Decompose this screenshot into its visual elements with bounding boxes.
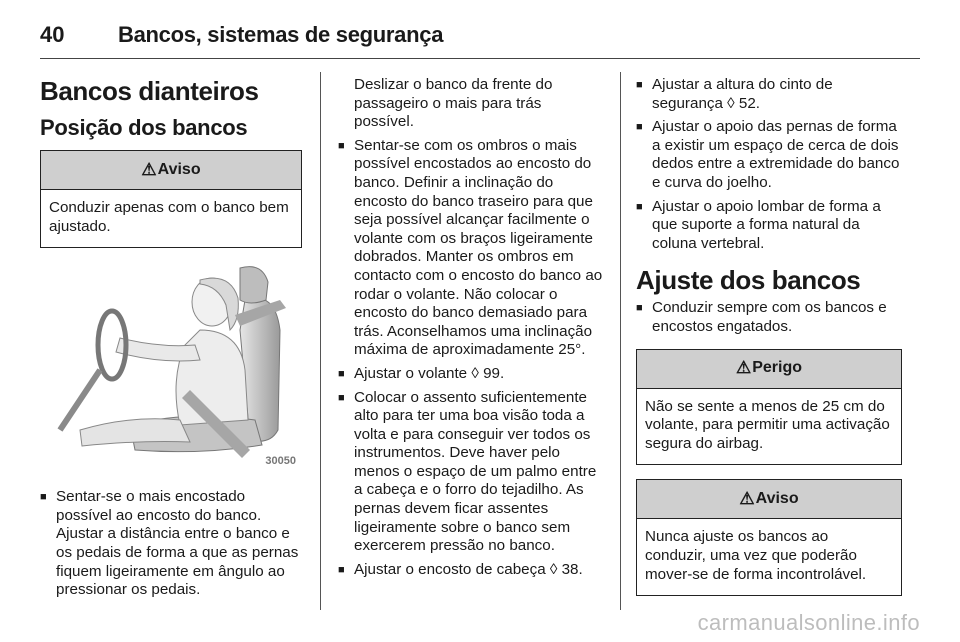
- watermark: carmanualsonline.info: [697, 610, 920, 635]
- list-item: ■ Sentar-se com os ombros o mais possível encostados ao encosto do banco. Definir a inclinação do encosto do banco traseiro para que seja possível alcançar facilmente o volante com os braços ligeiramente dobrados. Manter os ombros em contacto com o encosto do banco ao rodar o volante. Não colocar o encosto do banco demasiado para trás. Aconselhamos uma inclinação máxima de aproximadamente 25°.: [338, 137, 604, 360]
- aviso-box-title: Aviso: [157, 160, 201, 178]
- page-header: [40, 18, 920, 58]
- header-rule: [40, 58, 920, 59]
- perigo-box-text: Não se sente a menos de 25 cm do volante, para permitir uma activação segura do airbag.: [645, 397, 890, 452]
- column-divider: [620, 72, 621, 610]
- perigo-box-header: [637, 350, 901, 389]
- aviso-box: [636, 479, 902, 596]
- list-item: ■ Sentar-se o mais encostado possível ao encosto do banco. Ajustar a distância entre o banco e os pedais de forma a que as pernas fiquem ligeiramente em ângulo ao pressionar os pedais.: [40, 488, 302, 600]
- aviso-box-header: [41, 151, 301, 190]
- list-item: ■ Conduzir sempre com os bancos e encostos engatados.: [636, 299, 902, 336]
- subsection-heading: Posição dos bancos: [40, 115, 248, 140]
- seated-driver-illustration: [40, 260, 298, 472]
- warning-triangle-icon: ⚠: [739, 489, 755, 509]
- perigo-box: [636, 349, 902, 466]
- list-item: ■ Ajustar o apoio lombar de forma a que suporte a forma natural da coluna vertebral.: [636, 198, 902, 254]
- column-2: [338, 76, 604, 584]
- list-item: ■ Ajustar o encosto de cabeça ◊ 38.: [338, 561, 604, 580]
- list-item: ■ Ajustar a altura do cinto de segurança ◊ 52.: [636, 76, 902, 113]
- continued-paragraph: Deslizar o banco da frente do passageiro o mais para trás possível.: [354, 76, 553, 131]
- aviso-box: [40, 150, 302, 248]
- list-item: ■ Ajustar o apoio das pernas de forma a existir um espaço de cerca de dois dedos entre a extremidade do banco e curva do joelho.: [636, 118, 902, 192]
- page-number: 40: [40, 22, 65, 47]
- column-3: [636, 76, 902, 596]
- section-heading: Ajuste dos bancos: [636, 265, 861, 296]
- aviso-box-title: Aviso: [755, 490, 799, 508]
- aviso-box-header: [637, 480, 901, 519]
- aviso-box-text: Nunca ajuste os bancos ao conduzir, uma vez que poderão mover-se de forma incontrolável.: [645, 528, 867, 583]
- section-heading: Bancos dianteiros: [40, 76, 259, 106]
- illustration-number: 30050: [265, 454, 296, 467]
- warning-triangle-icon: ⚠: [735, 358, 752, 378]
- warning-triangle-icon: ⚠: [141, 159, 157, 179]
- list-item: ■ Colocar o assento suficientemente alto para ter uma boa visão toda a volta e para conseguir ver todos os instrumentos. Deve haver pelo menos o espaço de um palmo entre a cabeça e o forro do tejadilho. As pernas devem ficar assentes ligeiramente sobre o banco sem exercerem pressão no banco.: [338, 389, 604, 556]
- column-1: [40, 70, 302, 605]
- list-item: ■ Ajustar o volante ◊ 99.: [338, 365, 604, 384]
- perigo-box-title: Perigo: [752, 359, 803, 377]
- illustration-svg: [40, 260, 298, 472]
- page-title: Bancos, sistemas de segurança: [118, 22, 444, 47]
- column-divider: [320, 72, 321, 610]
- aviso-box-text: Conduzir apenas com o banco bem ajustado.: [49, 199, 289, 235]
